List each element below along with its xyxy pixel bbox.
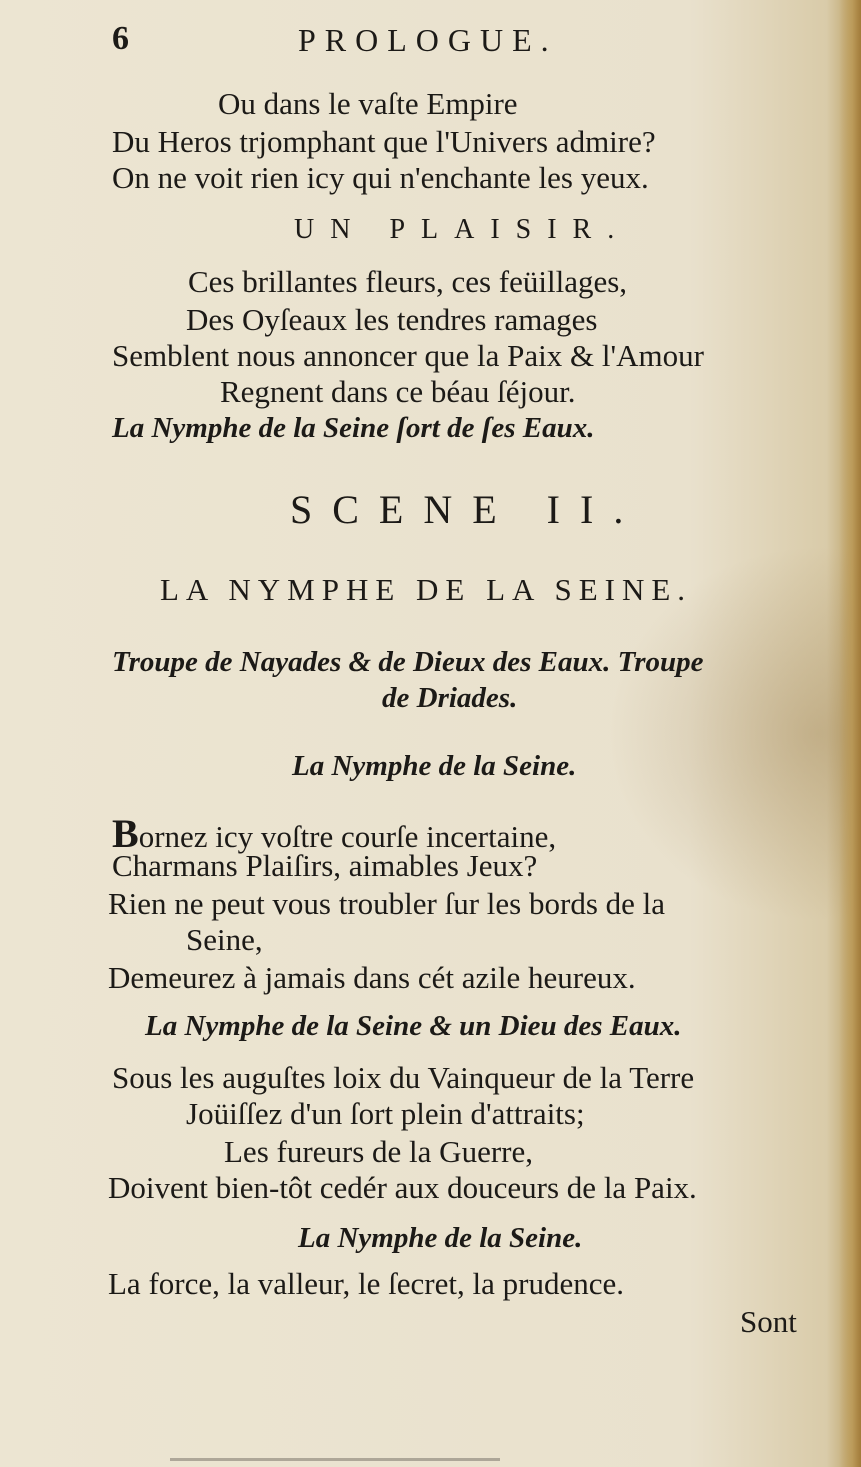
running-title: PROLOGUE. bbox=[298, 22, 558, 58]
verse-line: Regnent dans ce béau ſéjour. bbox=[220, 374, 576, 409]
drop-cap: B bbox=[112, 811, 139, 856]
bottom-rule bbox=[170, 1458, 500, 1461]
verse-text: ornez icy voſtre courſe incertaine, bbox=[138, 819, 557, 854]
verse-line: La force, la valleur, le ſecret, la prudence. bbox=[108, 1266, 624, 1301]
verse-line: Du Heros trjomphant que l'Univers admire? bbox=[112, 124, 656, 159]
verse-line: Charmans Plaiſirs, aimables Jeux? bbox=[112, 848, 538, 883]
speaker-name: UN PLAISIR. bbox=[294, 214, 631, 245]
verse-line: Les fureurs de la Guerre, bbox=[224, 1134, 533, 1169]
verse-line: Rien ne peut vous troubler ſur les bords de la bbox=[108, 886, 666, 921]
verse-line: Sous les auguſtes loix du Vainqueur de la Terre bbox=[112, 1060, 695, 1095]
verse-line: Demeurez à jamais dans cét azile heureux. bbox=[108, 960, 636, 995]
scene-title: SCENE II. bbox=[290, 487, 644, 532]
page-number: 6 bbox=[112, 20, 129, 57]
verse-line: Seine, bbox=[186, 922, 263, 957]
verse-line: Semblent nous annoncer que la Paix & l'Amour bbox=[112, 338, 704, 373]
verse-line: Ces brillantes fleurs, ces feüillages, bbox=[188, 264, 628, 299]
cast-list: de Driades. bbox=[382, 682, 518, 714]
speaker-name: La Nymphe de la Seine. bbox=[298, 1222, 583, 1254]
catchword: Sont bbox=[740, 1304, 797, 1339]
verse-line: Des Oyſeaux les tendres ramages bbox=[186, 302, 598, 337]
verse-line: Joüiſſez d'un ſort plein d'attraits; bbox=[186, 1096, 585, 1131]
verse-line: Ou dans le vaſte Empire bbox=[218, 86, 518, 121]
scene-character: LA NYMPHE DE LA SEINE. bbox=[160, 572, 693, 607]
verse-line: On ne voit rien icy qui n'enchante les yeux. bbox=[112, 160, 649, 195]
page-edge bbox=[839, 0, 861, 1467]
stage-direction: La Nymphe de la Seine ſort de ſes Eaux. bbox=[112, 412, 595, 444]
speaker-name: La Nymphe de la Seine & un Dieu des Eaux. bbox=[145, 1010, 682, 1042]
speaker-name: La Nymphe de la Seine. bbox=[292, 750, 577, 782]
cast-list: Troupe de Nayades & de Dieux des Eaux. Troupe bbox=[112, 646, 704, 678]
verse-line: Doivent bien-tôt cedér aux douceurs de la Paix. bbox=[108, 1170, 697, 1205]
